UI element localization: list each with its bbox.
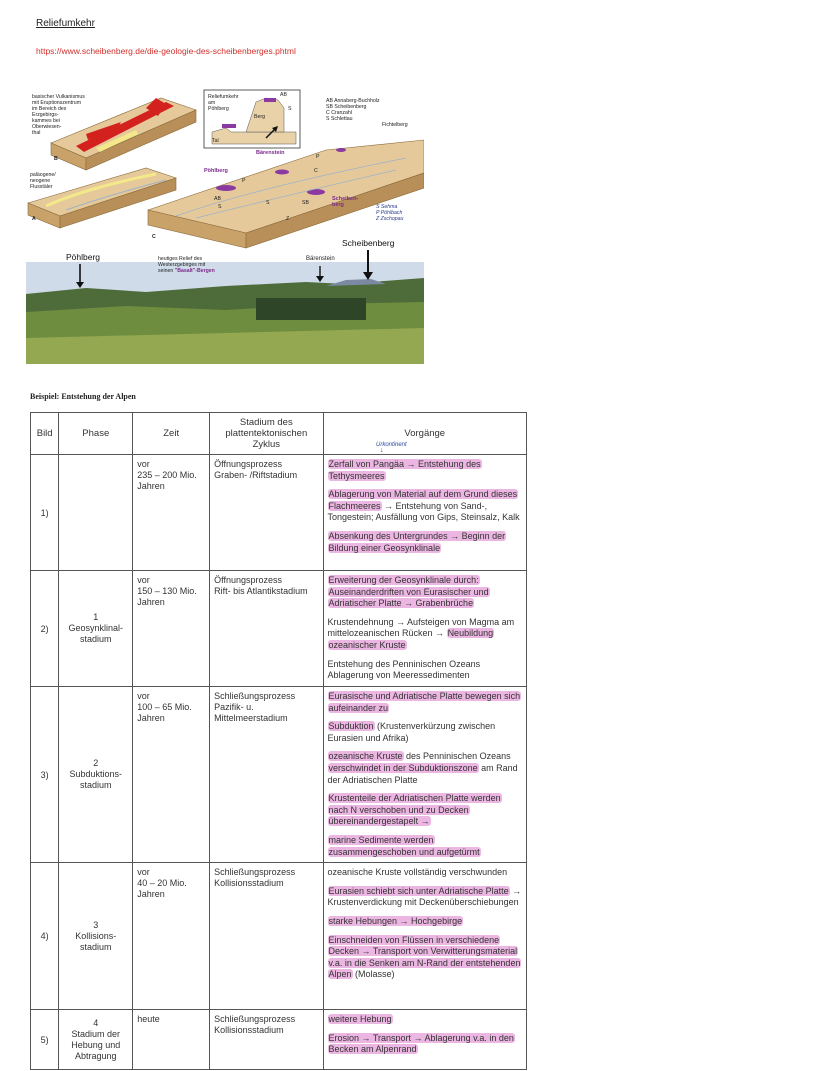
cell-vorgaenge (323, 863, 527, 1010)
process-text: Neubildung ozeanischer Kruste (328, 628, 494, 650)
process-text: → Krustenverdickung mit Deckenüberschiebungen (327, 885, 522, 908)
inset-tal: Tal (212, 138, 219, 144)
cell-stadium: Schließungsprozess Pazifik- u. Mittelmeerstadium (210, 687, 323, 863)
baerenstein-label: Bärenstein (256, 150, 285, 156)
process-text: verschwindet in der Subduktionszone (328, 762, 478, 773)
photo-baerenstein-label: Bärenstein (306, 256, 335, 262)
process-text: Eurasische und Adriatische Platte bewegen sich aufeinander zu (328, 691, 521, 713)
river-p2: P (242, 178, 246, 184)
process-text: Erweiterung der Geosynklinale durch: Auseinanderdriften von Eurasischer und Adriatischer Platte → Grabenbrüche (328, 575, 489, 609)
process-text: (Molasse) (352, 969, 395, 980)
process-text: Subduktion (328, 721, 374, 732)
block-c-label: C (152, 234, 156, 240)
cell-vorgaenge (323, 455, 527, 571)
process-text: starke Hebungen → Hochgebirge (328, 915, 463, 926)
process-text: Eurasien schiebt sich unter Adriatische Platte (328, 885, 509, 896)
process-text: ozeanische Kruste vollständig verschwunden (327, 867, 508, 878)
river-p1: P (316, 154, 320, 160)
process-text: Ablagerung von Material auf dem Grund dieses Flachmeeres (328, 489, 518, 511)
cell-bild: 4) (31, 863, 59, 1010)
relief-inversion-figure (26, 88, 424, 364)
process-text: Krustenteile der Adriatischen Platte werden nach N verschoben und zu Decken übereinandergestapelt → (328, 793, 501, 827)
cell-phase (59, 455, 133, 571)
process-text: des Penninischen Ozeans (403, 751, 511, 762)
fichtelberg-label: Fichtelberg (382, 122, 408, 128)
photo-relief-caption (158, 256, 215, 274)
river-s2: S (266, 200, 270, 206)
block-a-label: A (32, 216, 36, 222)
river-z: Z (286, 216, 290, 222)
source-link[interactable]: https://www.scheibenberg.de/die-geologie-des-scheibenberges.phtml (36, 46, 296, 56)
header-stadium: Stadium des plattentektonischen Zyklus (210, 413, 323, 455)
cell-bild: 3) (31, 687, 59, 863)
cell-stadium: Öffnungsprozess Graben- /Riftstadium (210, 455, 323, 571)
process-text: Einschneiden von Flüssen in verschiedene Decken → Transport von Verwitterungsmaterial v.a. in die Senken am N-Rand der entstehenden Alpen (328, 934, 521, 980)
cell-phase: 1 Geosynklinal- stadium (59, 571, 133, 687)
cell-zeit: vor 235 – 200 Mio. Jahren (133, 455, 210, 571)
process-text: ozeanische Kruste (328, 751, 403, 762)
cell-vorgaenge (323, 687, 527, 863)
cell-zeit: vor 100 – 65 Mio. Jahren (133, 687, 210, 863)
river-s1: S (218, 204, 222, 210)
cell-zeit: heute (133, 1010, 210, 1070)
cell-zeit: vor 40 – 20 Mio. Jahren (133, 863, 210, 1010)
town-c: C (314, 168, 318, 174)
process-text: Zerfall von Pangäa → Entstehung des Tethysmeeres (328, 459, 481, 481)
photo-relief-basalt: "Basalt"-Bergen (174, 268, 215, 274)
cell-phase: 4 Stadium der Hebung und Abtragung (59, 1010, 133, 1070)
alps-formation-table (30, 412, 527, 1070)
cell-vorgaenge (323, 1010, 527, 1070)
page-title: Reliefumkehr (36, 18, 95, 29)
process-text: Krustendehnung → Aufsteigen von Magma am mittelozeanischen Rücken → (327, 616, 515, 639)
photo-poehlberg-label: Pöhlberg (66, 252, 101, 262)
cell-stadium: Schließungsprozess Kollisionsstadium (210, 863, 323, 1010)
process-text: am Rand der Adriatischen Platte (327, 762, 518, 785)
cell-vorgaenge (323, 571, 527, 687)
inset-s: S (288, 106, 292, 112)
town-sb: SB (302, 200, 309, 206)
block-b-label: B (54, 156, 58, 162)
photo-scheibenberg-label: Scheibenberg (342, 238, 395, 248)
table-header-row (31, 413, 527, 455)
handwritten-annotation: Urkontinent (376, 442, 407, 448)
legend-bottom: S Sehma P Pöhlbach Z Zschopau (376, 204, 404, 222)
inset-ab: AB (280, 92, 287, 98)
header-vorgaenge: Vorgänge (323, 413, 527, 455)
table-row (31, 863, 527, 1010)
cell-bild: 1) (31, 455, 59, 571)
town-ab: AB (214, 196, 221, 202)
process-text: → Entstehung von Sand-, Tongestein; Ausfällung von Gips, Steinsalz, Kalk (327, 500, 520, 523)
cell-phase: 2 Subduktions- stadium (59, 687, 133, 863)
table-row (31, 455, 527, 571)
inset-title: Reliefumkehr am Pöhlberg (208, 94, 239, 112)
header-bild: Bild (31, 413, 59, 455)
process-text: weitere Hebung (328, 1014, 392, 1025)
scheibenberg-label: Scheiben- berg (332, 196, 359, 208)
process-text: Erosion → Transport → Ablagerung v.a. in den Becken am Alpenrand (328, 1032, 514, 1055)
cell-phase: 3 Kollisions- stadium (59, 863, 133, 1010)
rivers-note: paläogene/ neogene Flusstäler (30, 172, 56, 190)
process-text: (Krustenverkürzung zwischen Eurasien und Afrika) (327, 721, 496, 743)
header-phase: Phase (59, 413, 133, 455)
cell-stadium: Öffnungsprozess Rift- bis Atlantikstadium (210, 571, 323, 687)
cell-bild: 2) (31, 571, 59, 687)
process-text: Entstehung des Penninischen Ozeans Ablagerung von Meeressedimenten (327, 658, 481, 681)
table-row (31, 571, 527, 687)
table-row (31, 687, 527, 863)
figure-drawing (26, 88, 424, 364)
photo-relief-text: heutiges Relief des Westerzgebirges mit seinen (158, 256, 206, 274)
section-heading: Beispiel: Entstehung der Alpen (30, 392, 136, 401)
header-zeit: Zeit (133, 413, 210, 455)
cell-stadium: Schließungsprozess Kollisionsstadium (210, 1010, 323, 1070)
inset-berg: Berg (254, 114, 265, 120)
process-text: marine Sedimente werden zusammengeschoben und aufgetürmt (328, 834, 480, 857)
process-text: Absenkung des Untergrundes → Beginn der Bildung einer Geosynklinale (328, 530, 506, 553)
cell-bild: 5) (31, 1010, 59, 1070)
cell-zeit: vor 150 – 130 Mio. Jahren (133, 571, 210, 687)
poehlberg-label: Pöhlberg (204, 168, 228, 174)
volcanism-note: basischer Vulkanismus mit Eruptionszentrum im Bereich des Erzgebirgs- kammes bei Oberwiesen- thal (32, 94, 85, 136)
table-row (31, 1010, 527, 1070)
legend-top: AB Annaberg-Buchholz SB Scheibenberg C Cranzahl S Schlettau (326, 98, 380, 122)
annotation-arrow-icon: ↓ (380, 447, 384, 454)
